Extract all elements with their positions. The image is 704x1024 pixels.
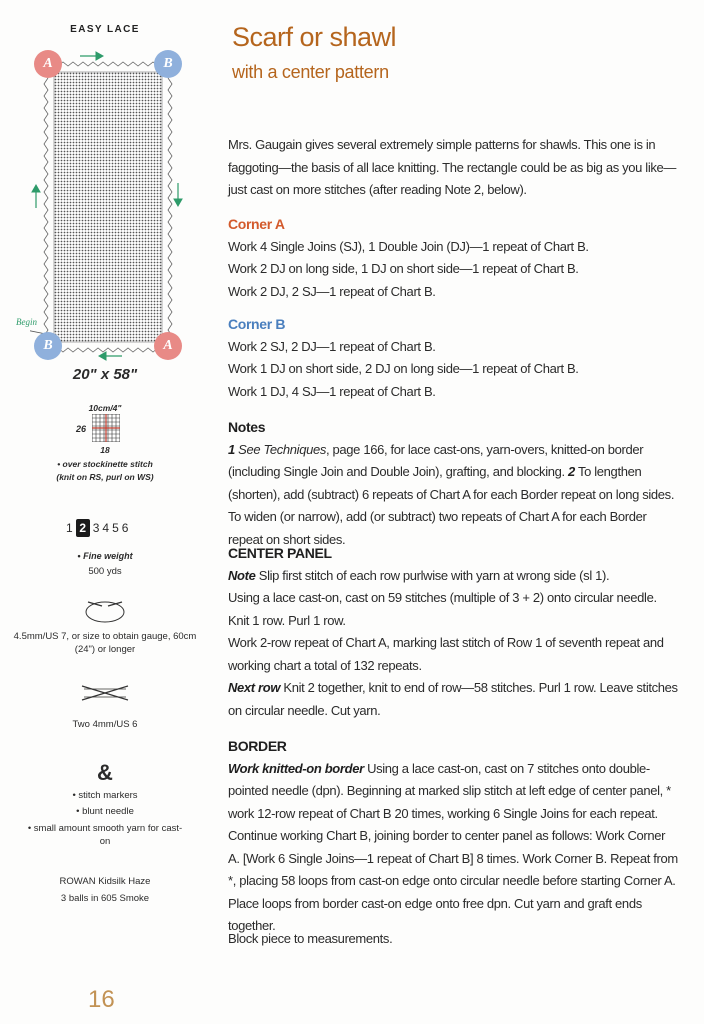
- corner-b-line: Work 1 DJ on short side, 2 DJ on long side—1 repeat of Chart B.: [228, 361, 579, 376]
- arrow-down-icon: [174, 183, 182, 206]
- next-row-label: Next row: [228, 680, 281, 695]
- corner-b-line: Work 1 DJ, 4 SJ—1 repeat of Chart B.: [228, 383, 436, 399]
- note-2-number: 2: [568, 464, 575, 479]
- yarn-weight-scale: [66, 519, 128, 537]
- yarn-weight-name: • Fine weight: [77, 551, 133, 561]
- center-panel-note: [228, 565, 678, 588]
- corner-b-badge: B: [34, 332, 62, 360]
- notes-section: [228, 416, 678, 551]
- gauge-note-detail: (knit on RS, purl on WS): [56, 472, 154, 482]
- note-1-number: 1: [228, 441, 235, 457]
- corner-a-heading: Corner A: [228, 216, 285, 232]
- border-continue: Continue working Chart B, joining border to center panel as follows: Work Corner A. [Work 6 Single Joins—1 repeat of Chart B] 8 times. Work Corner B. Repeat from *, placing 58 loops from cast-on edge onto circular needle before starting Corner A. Place loops from border cast-on edge onto free dpn. Cut yarn and graft ends together.: [228, 828, 678, 933]
- corner-a-line: Work 2 DJ on long side, 1 DJ on short side—1 repeat of Chart B.: [228, 261, 579, 276]
- gauge-swatch-icon: [92, 414, 120, 442]
- yarn-brand: ROWAN Kidsilk Haze: [59, 876, 151, 887]
- corner-b-badge: B: [154, 50, 182, 78]
- border-section: [228, 735, 678, 938]
- yarn-quantity: 3 balls in 605 Smoke: [60, 893, 150, 904]
- center-panel-next-row: [228, 677, 678, 722]
- weight-3: 3: [92, 521, 100, 535]
- dpn-size: Two 4mm/US 6: [72, 719, 138, 730]
- border-instructions: [228, 758, 678, 826]
- weight-5: 5: [112, 521, 119, 535]
- border-heading: BORDER: [228, 738, 287, 754]
- center-panel: [54, 72, 162, 342]
- corner-a-line: Work 4 Single Joins (SJ), 1 Double Join (DJ)—1 repeat of Chart B.: [228, 238, 589, 254]
- weight-6: 6: [121, 521, 129, 535]
- page-subtitle: with a center pattern: [232, 62, 389, 82]
- zigzag-border-top: [58, 62, 158, 66]
- corner-a-badge: A: [34, 50, 62, 78]
- weight-4: 4: [102, 521, 110, 535]
- gauge-rows: 26: [76, 424, 87, 434]
- gauge-stitches: 18: [100, 445, 110, 455]
- arrow-up-icon: [32, 185, 40, 208]
- blocking-instruction: Block piece to measurements.: [228, 931, 393, 946]
- page-title: Scarf or shawl: [232, 22, 397, 52]
- closing-section: [228, 928, 678, 951]
- center-panel-cast-on: Using a lace cast-on, cast on 59 stitches (multiple of 3 + 2) onto circular needle. Knit 1 row. Purl 1 row.: [228, 590, 657, 628]
- corner-a-section: [228, 213, 678, 303]
- arrow-left-icon: [99, 352, 122, 360]
- zigzag-border-right: [168, 78, 172, 336]
- note-text: Slip first stitch of each row purlwise with yarn at wrong side (sl 1).: [258, 567, 610, 583]
- gauge-size: 10cm/4": [88, 403, 122, 413]
- border-label: Work knitted-on border: [228, 760, 364, 776]
- note-label: Note: [228, 567, 256, 583]
- yarn-yardage: 500 yds: [88, 566, 122, 577]
- notions-symbol: &: [97, 760, 113, 785]
- circular-needle-icon: [82, 594, 128, 626]
- corner-b-heading: Corner B: [228, 316, 286, 332]
- center-panel-heading: CENTER PANEL: [228, 545, 332, 561]
- next-row-text: Knit 2 together, knit to end of row—58 stitches. Purl 1 row. Leave stitches on circular needle. Cut yarn.: [228, 680, 678, 718]
- weight-1: 1: [66, 521, 73, 535]
- center-panel-repeat: Work 2-row repeat of Chart A, marking last stitch of Row 1 of seventh repeat and working chart a total of 132 repeats.: [228, 635, 664, 673]
- double-pointed-needles-icon: [80, 682, 130, 704]
- notes-text: [228, 439, 678, 552]
- shawl-schematic: [30, 48, 190, 366]
- corner-b-section: [228, 313, 678, 403]
- center-panel-section: [228, 542, 678, 722]
- corner-b-line: Work 2 SJ, 2 DJ—1 repeat of Chart B.: [228, 338, 436, 354]
- category-label: EASY LACE: [70, 24, 140, 35]
- note-1-text: , page 166, for lace cast-ons, yarn-overs, knitted-on border (including Single Join and Double Join), grafting, and blocking.: [228, 441, 644, 479]
- border-text: Using a lace cast-on, cast on 7 stitches onto double-pointed needle (dpn). Beginning at marked slip stitch at left edge of center panel, * work 12-row repeat of Chart B 20 times, working 6 Single Joins for each repeat.: [228, 760, 671, 821]
- intro-text: Mrs. Gaugain gives several extremely simple patterns for shawls. This one is in faggoting—the basis of all lace knitting. The rectangle could be as big as you like—just cast on more stitches (after reading Note 2, below).: [228, 137, 677, 197]
- zigzag-border-left: [44, 78, 48, 336]
- begin-label: Begin: [16, 317, 37, 327]
- gauge-note: • over stockinette stitch: [57, 459, 153, 469]
- zigzag-border-bottom: [58, 348, 158, 352]
- circular-needle-size: 4.5mm/US 7, or size to obtain gauge, 60cm (24") or longer: [13, 631, 197, 655]
- notion-item: • stitch markers: [72, 790, 138, 801]
- corner-a-badge: A: [154, 332, 182, 360]
- corner-a-line: Work 2 DJ, 2 SJ—1 repeat of Chart B.: [228, 283, 436, 299]
- intro-paragraph: [228, 134, 678, 202]
- arrow-right-icon: [80, 52, 103, 60]
- techniques-reference: See Techniques: [238, 441, 327, 457]
- page-number: 16: [88, 986, 115, 1013]
- finished-dimensions: 20" x 58": [72, 366, 138, 383]
- notion-item: • blunt needle: [76, 806, 134, 817]
- note-2-text: To lengthen (shorten), add (subtract) 6 repeats of Chart A for each Border repeat on long sides. To widen (or narrow), add (or subtract) two repeats of Chart A for each Border repeat on short sides.: [228, 464, 675, 547]
- sidebar: [0, 0, 210, 1024]
- weight-selected: 2: [76, 519, 90, 537]
- notes-heading: Notes: [228, 419, 266, 435]
- notion-item: • small amount smooth yarn for cast-on: [27, 823, 183, 847]
